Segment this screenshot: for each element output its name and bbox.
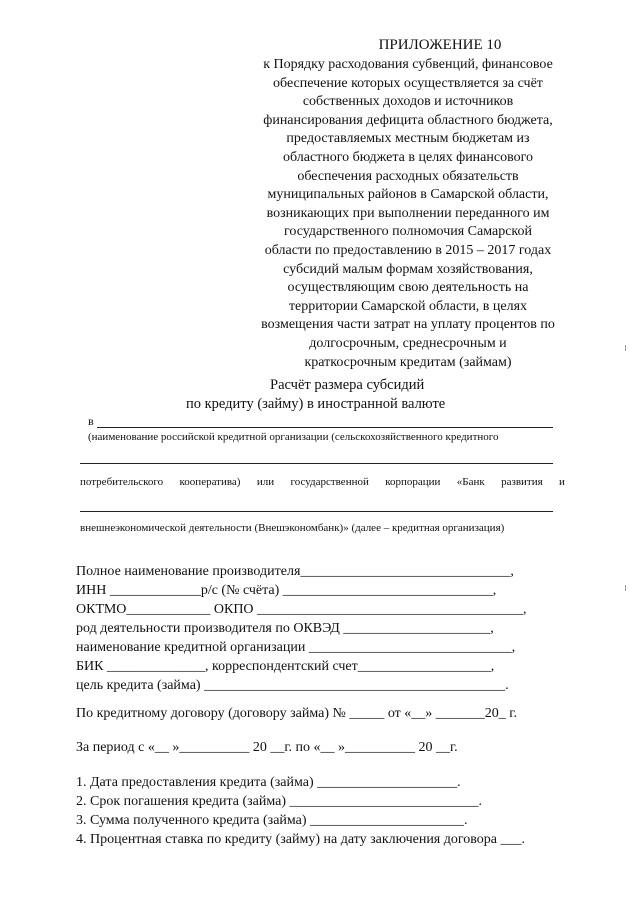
bank-name-line[interactable] <box>97 427 553 428</box>
appendix-line: обеспечения расходных обязательств <box>297 168 519 184</box>
appendix-line: субсидий малым формам хозяйствования, <box>283 261 533 277</box>
appendix-line: области по предоставлению в 2015 – 2017 годах <box>264 242 552 258</box>
item-4[interactable]: 4. Процентная ставка по кредиту (займу) на дату заключения договора ___. <box>76 832 525 847</box>
item-3[interactable]: 3. Сумма полученного кредита (займа) ______________________. <box>76 813 468 828</box>
period-line[interactable]: За период с «__ »__________ 20 __г. по «__ »__________ 20 __г. <box>76 740 458 755</box>
appendix-line: осуществляющим свою деятельность на <box>287 280 529 296</box>
producer-full-name[interactable]: Полное наименование производителя______________________________, <box>76 564 514 579</box>
bank-name-line-2[interactable] <box>80 463 553 464</box>
appendix-line: территории Самарской области, в целях <box>288 298 528 314</box>
appendix-line: долгосрочным, среднесрочным и <box>309 335 507 351</box>
appendix-line: собственных доходов и источников <box>302 94 514 110</box>
appendix-line: краткосрочным кредитам (займам) <box>304 354 512 370</box>
bank-caption-1: (наименование российской кредитной организации (сельскохозяйственного кредитного <box>88 431 499 443</box>
caption-word: или <box>256 476 275 488</box>
caption-word: и <box>559 476 565 488</box>
contract-line[interactable]: По кредитному договору (договору займа) № _____ от «__» _______20_ г. <box>76 706 517 721</box>
calc-title-line1: Расчёт размера субсидий <box>270 377 425 393</box>
caption-word: потребительского <box>80 476 164 488</box>
appendix-title: ПРИЛОЖЕНИЕ 10 <box>378 37 502 53</box>
producer-bank-name[interactable]: наименование кредитной организации _____________________________, <box>76 640 516 655</box>
calc-title-line2: по кредиту (займу) в иностранной валюте <box>186 396 446 412</box>
bank-prefix: в <box>88 414 94 428</box>
appendix-line: обеспечение которых осуществляется за счёт <box>273 75 543 91</box>
caption-word: корпорации <box>385 476 441 488</box>
caption-word: кооператива) <box>179 476 241 488</box>
appendix-line: государственного полномочия Самарской <box>284 224 532 240</box>
caption-word: «Банк <box>456 476 485 488</box>
appendix-line: предоставляемых местным бюджетам из <box>286 131 530 147</box>
appendix-line: возникающих при выполнении переданного им <box>266 205 550 221</box>
scan-margin-mark <box>625 585 626 591</box>
bank-caption-3: внешнеэкономической деятельности (Внешэкономбанк)» (далее – кредитная организация) <box>80 522 505 534</box>
producer-bik[interactable]: БИК ______________, корреспондентский счет___________________, <box>76 659 495 674</box>
producer-inn[interactable]: ИНН _____________р/с (№ счёта) ______________________________, <box>76 583 497 598</box>
caption-word: государственной <box>290 476 369 488</box>
item-1[interactable]: 1. Дата предоставления кредита (займа) ____________________. <box>76 775 461 790</box>
producer-okved[interactable]: род деятельности производителя по ОКВЭД _____________________, <box>76 621 494 636</box>
appendix-line: к Порядку расходования субвенций, финансовое <box>263 57 553 72</box>
appendix-line: муниципальных районов в Самарской области, <box>267 187 549 203</box>
bank-name-line-3[interactable] <box>80 511 553 512</box>
appendix-text <box>228 56 588 372</box>
appendix-line: финансирования дефицита областного бюджета, <box>263 112 553 128</box>
appendix-line: возмещения части затрат на уплату процентов по <box>261 317 555 333</box>
caption-word: развития <box>501 476 543 488</box>
appendix-line: областного бюджета в целях финансового <box>282 149 534 165</box>
scan-margin-mark <box>625 345 626 351</box>
producer-oktmo[interactable]: ОКТМО____________ ОКПО ______________________________________, <box>76 602 527 617</box>
producer-purpose[interactable]: цель кредита (займа) ___________________________________________. <box>76 678 509 693</box>
bank-caption-2 <box>80 476 565 488</box>
item-2[interactable]: 2. Срок погашения кредита (займа) ___________________________. <box>76 794 482 809</box>
